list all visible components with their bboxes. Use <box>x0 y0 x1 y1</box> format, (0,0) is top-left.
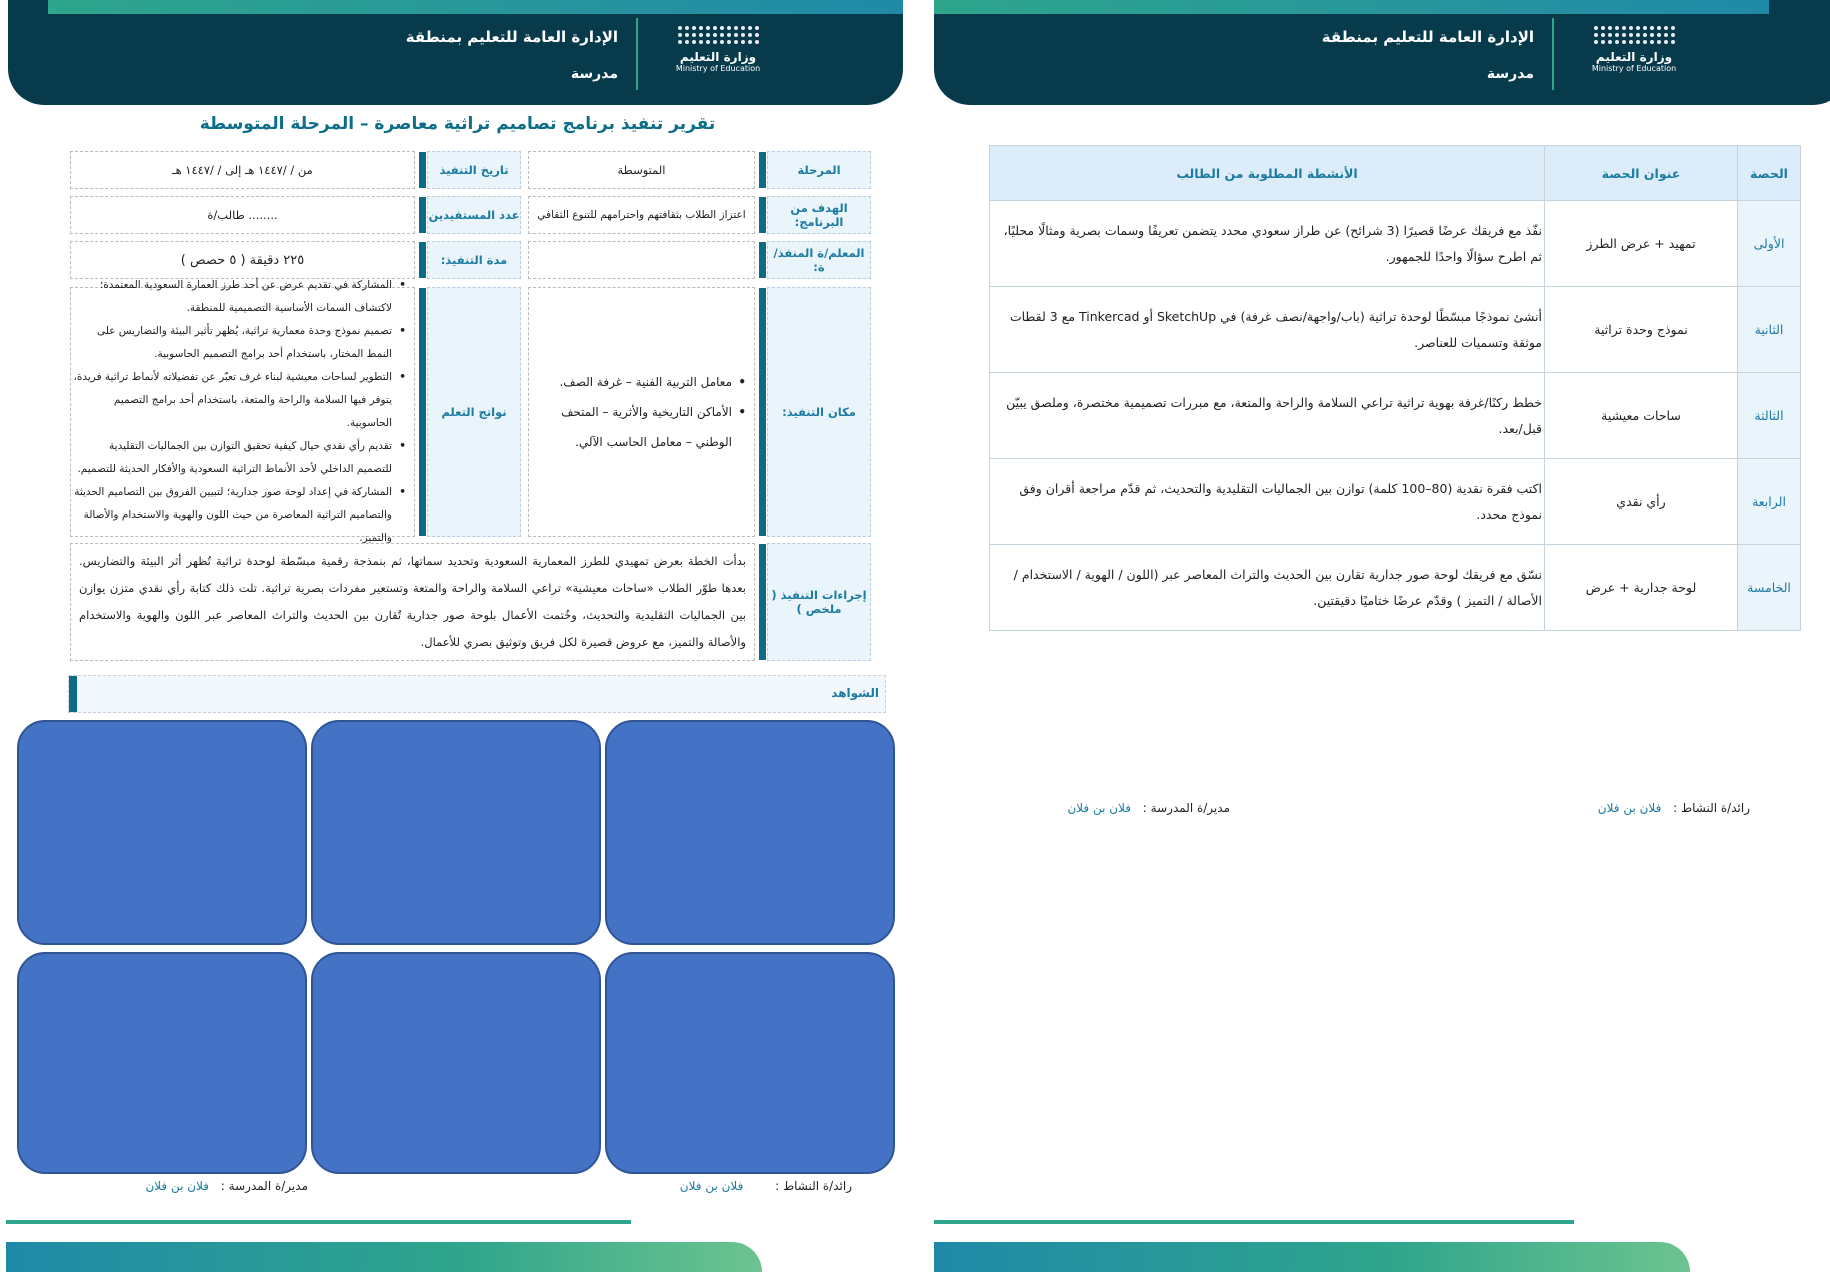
procedures-value: بدأت الخطة بعرض تمهيدي للطرز المعمارية السعودية وتحديد سماتها، ثم بنمذجة رقمية مبسّطة لوحدة تراثية تُظهر أثر البيئة والتضاريس. بعدها طوّر الطلاب «ساحات معيشية» تراعي السلامة والراحة والمتعة وتستعير مفردات بصرية تراثية. تلت ذلك كتابة رأي نقدي متزن يوازن بين الجماليات التقليدية والتحديث، وخُتمت الأعمال بلوحة صور جدارية تُقارن بين الحديث والتراث المعاصر عبر اللون والهوية والاستخدام والأصالة والتميز، مع عروض قصيرة لكل فريق وتوثيق بصري للأعمال. <box>70 543 755 661</box>
activity-leader-name: فلان بن فلان <box>1597 801 1662 815</box>
header-divider <box>636 18 638 90</box>
table-row <box>990 287 1801 373</box>
principal-name: فلان بن فلان <box>145 1179 209 1193</box>
column-header: عنوان الحصة <box>1545 146 1738 201</box>
goal-label: الهدف من البرنامج: <box>767 196 871 234</box>
directorate-title: الإدارة العامة للتعليم بمنطقة <box>405 28 618 46</box>
session-title-cell: تمهيد + عرض الطرز <box>1545 201 1738 287</box>
page-header <box>8 0 903 105</box>
logo-english-text: Ministry of Education <box>1591 64 1677 73</box>
place-list <box>535 367 748 457</box>
list-item: • الأماكن التاريخية والأثرية – المتحف الوطني – معامل الحاسب الآلي. <box>535 397 734 457</box>
table-row <box>990 201 1801 287</box>
activity-leader-name: فلان بن فلان <box>679 1179 744 1193</box>
table-header-row <box>990 146 1801 201</box>
procedures-label: إجراءات التنفيذ ( ملخص ) <box>767 543 871 661</box>
place-label: مكان التنفيذ: <box>767 287 871 537</box>
session-cell: الأولى <box>1738 201 1801 287</box>
directorate-title: الإدارة العامة للتعليم بمنطقة <box>1321 28 1534 46</box>
date-label: تاريخ التنفيذ <box>427 151 521 189</box>
header-top-bar <box>934 0 1769 14</box>
principal-signature <box>1067 801 1230 815</box>
activity-cell: أنشئ نموذجًا مبسّطًا لوحدة تراثية (باب/واجهة/نصف غرفة) في SketchUp أو Tinkercad مع 3 لقطات موثقة وتسميات للعناصر. <box>990 287 1545 373</box>
activities-page <box>934 0 1830 1276</box>
logo-dots-icon <box>1589 26 1679 44</box>
footer-band <box>934 1242 1690 1272</box>
column-header: الأنشطة المطلوبة من الطالب <box>990 146 1545 201</box>
activity-leader-label: رائد/ة النشاط : <box>1673 801 1750 815</box>
activity-leader-label: رائد/ة النشاط : <box>775 1179 852 1193</box>
school-title: مدرسة <box>570 66 618 82</box>
session-cell: الرابعة <box>1738 459 1801 545</box>
evidence-photo-placeholder[interactable] <box>605 720 895 945</box>
activity-cell: نفّذ مع فريقك عرضًا قصيرًا (3 شرائح) عن طراز سعودي محدد يتضمن تعريفًا وسمات بصرية ومثالًا محليًا، ثم اطرح سؤالًا واحدًا للجمهور. <box>990 201 1545 287</box>
place-value <box>528 287 755 537</box>
ministry-logo <box>673 26 763 74</box>
list-item: • المشاركة في تقديم عرض عن أحد طرز العمارة السعودية المعتمدة؛ لاكتشاف السمات الأساسية التصميمية للمنطقة. <box>73 274 394 320</box>
logo-english-text: Ministry of Education <box>675 64 761 73</box>
table-row <box>990 459 1801 545</box>
list-item: • المشاركة في إعداد لوحة صور جدارية؛ لتبيين الفروق بين التصاميم الحديثة والتصاميم التراثية المعاصرة من حيث اللون والهوية والاستخدام والأصالة والتميز. <box>73 481 394 550</box>
logo-dots-icon <box>673 26 763 44</box>
date-value: من / /١٤٤٧ هـ إلى / /١٤٤٧ هـ <box>70 151 415 189</box>
session-cell: الثانية <box>1738 287 1801 373</box>
header-top-bar <box>48 0 903 14</box>
beneficiaries-value: ........ طالب/ة <box>70 196 415 234</box>
duration-label: مدة التنفيذ: <box>427 241 521 279</box>
table-row <box>990 373 1801 459</box>
table-row <box>990 545 1801 631</box>
goal-value: اعتزاز الطلاب بثقافتهم واحترامهم للتنوع الثقافي <box>528 196 755 234</box>
teacher-value <box>528 241 755 279</box>
session-title-cell: نموذج وحدة تراثية <box>1545 287 1738 373</box>
ministry-logo <box>1589 26 1679 74</box>
header-divider <box>1552 18 1554 90</box>
activity-cell: نسّق مع فريقك لوحة صور جدارية تقارن بين الحديث والتراث المعاصر عبر (اللون / الهوية / الاستخدام / الأصالة / التميز ) وقدّم عرضًا ختاميًا دقيقتين. <box>990 545 1545 631</box>
activity-leader-signature <box>680 1179 852 1193</box>
logo-arabic-text: وزارة التعليم <box>679 50 757 64</box>
session-cell: الخامسة <box>1738 545 1801 631</box>
activity-leader-signature <box>1598 801 1750 815</box>
stage-label: المرحلة <box>767 151 871 189</box>
evidence-photo-placeholder[interactable] <box>605 952 895 1174</box>
list-item: • تقديم رأي نقدي حيال كيفية تحقيق التوازن بين الجماليات التقليدية للتصميم الداخلي لأحد الأنماط التراثية السعودية والأفكار الحديثة للتصميم. <box>73 435 394 481</box>
session-title-cell: لوحة جدارية + عرض <box>1545 545 1738 631</box>
activity-cell: اكتب فقرة نقدية (80–100 كلمة) توازن بين الجماليات التقليدية والتحديث، ثم قدّم مراجعة أقران وفق نموذج محدد. <box>990 459 1545 545</box>
evidence-label: الشواهد <box>831 686 879 700</box>
evidence-photo-placeholder[interactable] <box>17 952 307 1174</box>
list-item: • تصميم نموذج وحدة معمارية تراثية، يُظهر تأثير البيئة والتضاريس على النمط المختار، باستخدام أحد برامج التصميم الحاسوبية. <box>73 320 394 366</box>
activity-cell: خطط ركنًا/غرفة بهوية تراثية تراعي السلامة والراحة والمتعة، مع مبررات تصميمية مختصرة، وملصق يبيّن قبل/بعد. <box>990 373 1545 459</box>
evidence-header <box>68 675 886 713</box>
logo-arabic-text: وزارة التعليم <box>1595 50 1673 64</box>
principal-label: مدير/ة المدرسة : <box>220 1179 308 1193</box>
school-title: مدرسة <box>1486 66 1534 82</box>
footer-line <box>934 1220 1574 1224</box>
evidence-photo-placeholder[interactable] <box>311 952 601 1174</box>
outcomes-list <box>73 274 408 550</box>
list-item: • التطوير لساحات معيشية لبناء غرف تعبّر عن تفضيلاته لأنماط تراثية فريدة، يتوفر فيها السلامة والراحة والمتعة، باستخدام أحد برامج التصميم الحاسوبية. <box>73 366 394 435</box>
footer-line <box>6 1220 631 1224</box>
session-title-cell: ساحات معيشية <box>1545 373 1738 459</box>
list-item: • معامل التربية الفنية – غرفة الصف. <box>535 367 734 397</box>
column-header: الحصة <box>1738 146 1801 201</box>
activities-table <box>989 145 1801 631</box>
page-header <box>934 0 1830 105</box>
evidence-photo-placeholder[interactable] <box>311 720 601 945</box>
evidence-photo-placeholder[interactable] <box>17 720 307 945</box>
outcomes-value <box>70 279 415 544</box>
beneficiaries-label: عدد المستفيدين <box>427 196 521 234</box>
footer-band <box>6 1242 762 1272</box>
duration-value: ٢٢٥ دقيقة ( ٥ حصص ) <box>70 241 415 279</box>
teacher-label: المعلم/ة المنفذ/ة: <box>767 241 871 279</box>
session-title-cell: رأي نقدي <box>1545 459 1738 545</box>
principal-name: فلان بن فلان <box>1067 801 1131 815</box>
stage-value: المتوسطة <box>528 151 755 189</box>
report-title: تقرير تنفيذ برنامج تصاميم تراثية معاصرة – المرحلة المتوسطة <box>199 114 716 134</box>
outcomes-label: نواتج التعلم <box>427 287 521 537</box>
principal-label: مدير/ة المدرسة : <box>1142 801 1230 815</box>
session-cell: الثالثة <box>1738 373 1801 459</box>
principal-signature <box>145 1179 308 1193</box>
